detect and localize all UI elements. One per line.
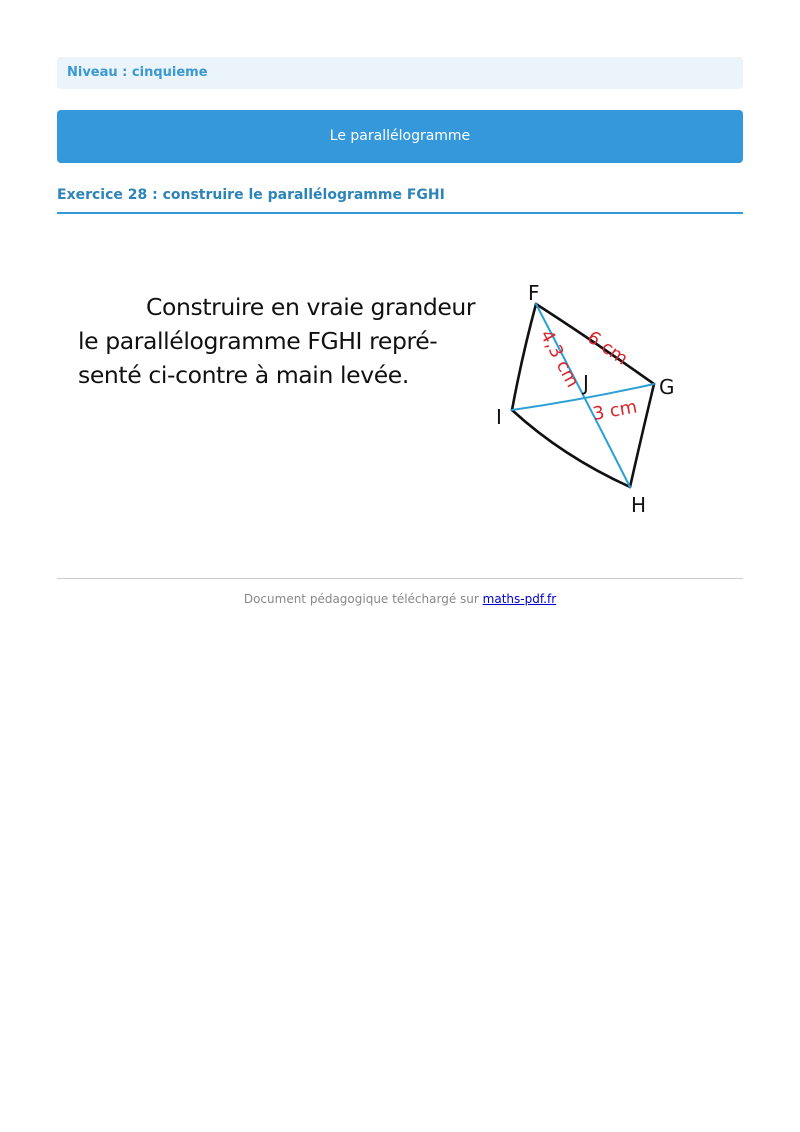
exercise-page bbox=[57, 57, 743, 534]
point-G-label: G bbox=[659, 375, 675, 399]
lesson-title: Le parallélogramme bbox=[329, 128, 471, 144]
footer-text: Document pédagogique téléchargé sur bbox=[243, 592, 479, 606]
measure-FJ: 4,3 cm bbox=[535, 326, 584, 391]
lesson-title-bar bbox=[57, 110, 743, 163]
point-F-label: F bbox=[528, 284, 540, 305]
measure-JG: 3 cm bbox=[591, 396, 639, 425]
instruction-line-2: le parallélogramme FGHI repré- bbox=[78, 327, 438, 355]
measure-FG: 6 cm bbox=[583, 326, 632, 370]
instruction-line-3: senté ci-contre à main levée. bbox=[78, 361, 409, 389]
side-IF bbox=[512, 304, 536, 410]
point-H-label: H bbox=[631, 493, 647, 517]
exercise-instruction bbox=[78, 290, 476, 392]
exercise-content bbox=[57, 264, 743, 534]
point-J-label: J bbox=[583, 371, 589, 395]
level-banner bbox=[57, 57, 743, 89]
exercise-title: Exercice 28 : construire le parallélogramme FGHI bbox=[57, 187, 743, 214]
footer bbox=[57, 578, 743, 606]
level-text: Niveau : cinquieme bbox=[67, 65, 208, 80]
footer-link[interactable]: maths-pdf.fr bbox=[482, 592, 557, 606]
point-I-label: I bbox=[496, 405, 502, 429]
instruction-line-1: Construire en vraie grandeur bbox=[146, 293, 476, 321]
parallelogram-sketch bbox=[482, 284, 702, 524]
